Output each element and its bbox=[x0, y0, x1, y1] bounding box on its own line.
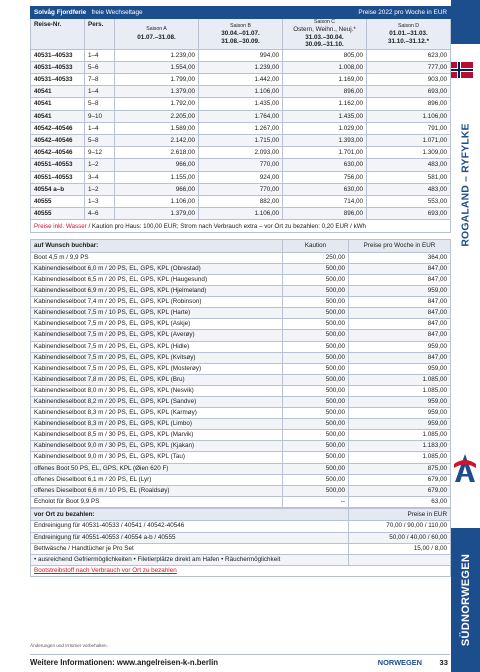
price-row bbox=[31, 110, 451, 122]
price-season-a: 1.155,00 bbox=[115, 171, 199, 183]
extras-deposit: 500,00 bbox=[283, 352, 349, 363]
price-row bbox=[31, 86, 451, 98]
extras-item: Kabinendieselboot 6,9 m / 20 PS, EL, GPS, KPL (Hjelmeland) bbox=[31, 286, 283, 297]
price-season-d: 693,00 bbox=[367, 86, 451, 98]
price-season-d: 791,00 bbox=[367, 122, 451, 134]
page-footer bbox=[30, 654, 450, 668]
extras-deposit: 500,00 bbox=[283, 308, 349, 319]
col-series: Reise-Nr. bbox=[31, 19, 85, 50]
persons: 1–4 bbox=[85, 49, 115, 61]
price-note-row bbox=[31, 220, 451, 233]
price-season-a: 966,00 bbox=[115, 159, 199, 171]
season-dates: 30.04.–01.07. bbox=[221, 30, 260, 38]
extras-row bbox=[31, 252, 451, 263]
onsite-row bbox=[31, 532, 451, 543]
persons: 9–12 bbox=[85, 147, 115, 159]
extras-row bbox=[31, 363, 451, 374]
series-number: 40555 bbox=[31, 208, 85, 220]
price-table-title-row bbox=[31, 7, 451, 19]
extras-row bbox=[31, 330, 451, 341]
persons: 9–10 bbox=[85, 110, 115, 122]
extras-price: 847,00 bbox=[349, 297, 451, 308]
price-season-a: 1.554,00 bbox=[115, 61, 199, 73]
price-season-d: 483,00 bbox=[367, 159, 451, 171]
price-season-b: 1.435,00 bbox=[199, 98, 283, 110]
price-season-d: 553,00 bbox=[367, 195, 451, 207]
price-season-d: 1.309,00 bbox=[367, 147, 451, 159]
onsite-row bbox=[31, 554, 451, 565]
extras-deposit: 500,00 bbox=[283, 274, 349, 285]
extras-row bbox=[31, 485, 451, 496]
series-number: 40531–40533 bbox=[31, 74, 85, 86]
price-row bbox=[31, 208, 451, 220]
extras-item: Kabinendieselboot 6,5 m / 20 PS, EL, GPS, KPL (Haugesund) bbox=[31, 274, 283, 285]
price-season-c: 805,00 bbox=[283, 49, 367, 61]
price-season-c: 1.169,00 bbox=[283, 74, 367, 86]
extras-item: Kabinendieselboot 8,0 m / 30 PS, EL, GPS, KPL (Nesvik) bbox=[31, 385, 283, 396]
disclaimer: Änderungen und Irrtümer vorbehalten. bbox=[30, 643, 108, 648]
price-season-a: 1.792,00 bbox=[115, 98, 199, 110]
price-season-c: 1.029,00 bbox=[283, 122, 367, 134]
col-persons: Pers. bbox=[85, 19, 115, 50]
extras-deposit: 500,00 bbox=[283, 408, 349, 419]
onsite-item: Endreinigung für 40531-40533 / 40541 / 40542-40546 bbox=[31, 521, 349, 532]
brand-logo-icon bbox=[452, 452, 478, 486]
persons: 3–4 bbox=[85, 171, 115, 183]
sidebar-area-band bbox=[451, 528, 480, 672]
onsite-col-price: Preise in EUR bbox=[349, 508, 451, 521]
extras-price: 847,00 bbox=[349, 263, 451, 274]
season-dates: 31.03.–30.04. bbox=[305, 33, 344, 41]
price-season-c: 896,00 bbox=[283, 86, 367, 98]
series-number: 40555 bbox=[31, 195, 85, 207]
col-season-b bbox=[199, 19, 283, 50]
persons: 1–4 bbox=[85, 122, 115, 134]
price-row bbox=[31, 195, 451, 207]
price-season-b: 2.093,00 bbox=[199, 147, 283, 159]
price-season-c: 1.008,00 bbox=[283, 61, 367, 73]
price-season-c: 630,00 bbox=[283, 183, 367, 195]
extras-item: Kabinendieselboot 7,5 m / 20 PS, EL, GPS, KPL (Hidle) bbox=[31, 341, 283, 352]
price-row bbox=[31, 134, 451, 146]
extras-item: Kabinendieselboot 6,0 m / 20 PS, EL, GPS, KPL (Obrestad) bbox=[31, 263, 283, 274]
extras-row bbox=[31, 452, 451, 463]
extras-row bbox=[31, 341, 451, 352]
extras-row bbox=[31, 408, 451, 419]
onsite-table bbox=[30, 508, 451, 577]
extras-price: 959,00 bbox=[349, 286, 451, 297]
onsite-price: 70,00 / 90,00 / 110,00 bbox=[349, 521, 451, 532]
extras-price: 875,00 bbox=[349, 463, 451, 474]
persons: 1–2 bbox=[85, 159, 115, 171]
extras-deposit: 500,00 bbox=[283, 286, 349, 297]
area-text: SÜDNORWEGEN bbox=[459, 553, 472, 647]
extras-price: 1.183,00 bbox=[349, 441, 451, 452]
norway-flag-icon bbox=[451, 62, 473, 78]
price-row bbox=[31, 147, 451, 159]
extras-row bbox=[31, 374, 451, 385]
extras-price: 959,00 bbox=[349, 341, 451, 352]
extras-row bbox=[31, 463, 451, 474]
extras-deposit: 500,00 bbox=[283, 441, 349, 452]
price-row bbox=[31, 74, 451, 86]
extras-item: Boot 4,5 m / 9,9 PS bbox=[31, 252, 283, 263]
price-season-b: 1.106,00 bbox=[199, 86, 283, 98]
season-name: Saison C bbox=[314, 19, 336, 25]
content bbox=[30, 6, 450, 577]
col-season-c bbox=[283, 19, 367, 50]
extras-price: 364,00 bbox=[349, 252, 451, 263]
extras-item: Kabinendieselboot 7,5 m / 20 PS, EL, GPS, KPL (Askje) bbox=[31, 319, 283, 330]
persons: 5–8 bbox=[85, 98, 115, 110]
series-number: 40551–40553 bbox=[31, 159, 85, 171]
season-dates: 01.01.–31.03. bbox=[389, 30, 428, 38]
extras-price: 847,00 bbox=[349, 330, 451, 341]
price-season-d: 693,00 bbox=[367, 208, 451, 220]
col-deposit: Kaution bbox=[283, 240, 349, 253]
price-row bbox=[31, 98, 451, 110]
extras-row bbox=[31, 352, 451, 363]
extras-deposit: -- bbox=[283, 496, 349, 507]
persons: 5–6 bbox=[85, 61, 115, 73]
price-season-a: 1.106,00 bbox=[115, 195, 199, 207]
extras-deposit: 500,00 bbox=[283, 263, 349, 274]
extras-deposit: 500,00 bbox=[283, 374, 349, 385]
extras-heading: auf Wunsch buchbar: bbox=[31, 240, 283, 253]
price-season-d: 777,00 bbox=[367, 61, 451, 73]
extras-item: Kabinendieselboot 7,5 m / 20 PS, EL, GPS, KPL (Kvitsøy) bbox=[31, 352, 283, 363]
price-season-b: 1.715,00 bbox=[199, 134, 283, 146]
price-note-highlight: Preise inkl. Wasser bbox=[34, 222, 87, 230]
col-price: Preise pro Woche in EUR bbox=[349, 240, 451, 253]
price-note-text: / Kaution pro Haus: 100,00 EUR; Strom nach Verbrauch extra – vor Ort zu bezahlen: 0,20 EUR / kWh bbox=[86, 222, 366, 230]
extras-row bbox=[31, 496, 451, 507]
price-season-c: 896,00 bbox=[283, 208, 367, 220]
price-caption: Preise 2022 pro Woche in EUR bbox=[199, 7, 451, 19]
price-season-c: 1.701,00 bbox=[283, 147, 367, 159]
price-season-b: 1.267,00 bbox=[199, 122, 283, 134]
region-text: ROGALAND – RYFYLKE bbox=[460, 123, 471, 247]
price-season-a: 1.589,00 bbox=[115, 122, 199, 134]
season-dates: 30.09.–31.10. bbox=[305, 41, 344, 49]
onsite-price bbox=[349, 554, 451, 565]
onsite-item: Bettwäsche / Handtücher je Pro Set bbox=[31, 543, 349, 554]
price-season-b: 882,00 bbox=[199, 195, 283, 207]
extras-deposit: 500,00 bbox=[283, 474, 349, 485]
price-season-a: 966,00 bbox=[115, 183, 199, 195]
season-dates: 01.07.–31.08. bbox=[137, 33, 176, 41]
series-number: 40541 bbox=[31, 86, 85, 98]
extras-price: 1.085,00 bbox=[349, 374, 451, 385]
price-season-a: 2.205,00 bbox=[115, 110, 199, 122]
extras-row bbox=[31, 286, 451, 297]
price-season-b: 1.764,00 bbox=[199, 110, 283, 122]
onsite-row bbox=[31, 521, 451, 532]
extras-price: 959,00 bbox=[349, 419, 451, 430]
price-season-b: 1.239,00 bbox=[199, 61, 283, 73]
extras-item: Kabinendieselboot 7,4 m / 20 PS, EL, GPS, KPL (Robinson) bbox=[31, 297, 283, 308]
extras-price: 1.085,00 bbox=[349, 452, 451, 463]
extras-deposit: 250,00 bbox=[283, 252, 349, 263]
season-dates: 31.08.–30.09. bbox=[221, 37, 260, 45]
sidebar-top-band bbox=[451, 0, 480, 44]
fuel-note: Bootstreibstoff nach Verbrauch vor Ort zu bezahlen bbox=[31, 565, 451, 576]
extras-row bbox=[31, 297, 451, 308]
price-season-c: 1.162,00 bbox=[283, 98, 367, 110]
extras-row bbox=[31, 319, 451, 330]
extras-deposit: 500,00 bbox=[283, 297, 349, 308]
price-season-a: 1.379,00 bbox=[115, 208, 199, 220]
price-row bbox=[31, 183, 451, 195]
footer-country: NORWEGEN bbox=[377, 658, 422, 667]
extras-row bbox=[31, 308, 451, 319]
extras-deposit: 500,00 bbox=[283, 341, 349, 352]
extras-price: 959,00 bbox=[349, 363, 451, 374]
season-dates: Ostern, Weihn., Neuj.* bbox=[293, 26, 356, 34]
extras-item: offenes Boot 50 PS, EL, GPS, KPL (Øien 620 F) bbox=[31, 463, 283, 474]
price-table-header bbox=[31, 19, 451, 50]
price-season-c: 630,00 bbox=[283, 159, 367, 171]
extras-price: 847,00 bbox=[349, 274, 451, 285]
price-season-d: 903,00 bbox=[367, 74, 451, 86]
season-name: Saison D bbox=[398, 22, 420, 29]
persons: 1–3 bbox=[85, 195, 115, 207]
persons: 7–8 bbox=[85, 74, 115, 86]
price-season-c: 714,00 bbox=[283, 195, 367, 207]
extras-price: 679,00 bbox=[349, 474, 451, 485]
extras-item: Kabinendieselboot 8,3 m / 20 PS, EL, GPS, KPL (Limbo) bbox=[31, 419, 283, 430]
series-number: 40551–40553 bbox=[31, 171, 85, 183]
extras-deposit: 500,00 bbox=[283, 430, 349, 441]
col-season-a bbox=[115, 19, 199, 50]
extras-price: 679,00 bbox=[349, 485, 451, 496]
price-season-c: 756,00 bbox=[283, 171, 367, 183]
price-season-b: 1.106,00 bbox=[199, 208, 283, 220]
price-season-d: 581,00 bbox=[367, 171, 451, 183]
extras-item: Kabinendieselboot 8,5 m / 30 PS, EL, GPS, KPL (Marvik) bbox=[31, 430, 283, 441]
price-season-c: 1.393,00 bbox=[283, 134, 367, 146]
price-season-b: 770,00 bbox=[199, 183, 283, 195]
extras-row bbox=[31, 441, 451, 452]
price-season-d: 1.071,00 bbox=[367, 134, 451, 146]
price-season-b: 994,00 bbox=[199, 49, 283, 61]
series-number: 40542–40546 bbox=[31, 134, 85, 146]
extras-price: 847,00 bbox=[349, 352, 451, 363]
extras-price: 1.085,00 bbox=[349, 385, 451, 396]
price-row bbox=[31, 49, 451, 61]
extras-price: 847,00 bbox=[349, 308, 451, 319]
extras-item: Kabinendieselboot 7,5 m / 10 PS, EL, GPS, KPL (Harte) bbox=[31, 308, 283, 319]
extras-deposit: 500,00 bbox=[283, 363, 349, 374]
series-number: 40531–40533 bbox=[31, 49, 85, 61]
persons: 1–2 bbox=[85, 183, 115, 195]
extras-price: 63,00 bbox=[349, 496, 451, 507]
extras-item: Kabinendieselboot 8,2 m / 20 PS, EL, GPS, KPL (Sandve) bbox=[31, 396, 283, 407]
series-number: 40554 a–b bbox=[31, 183, 85, 195]
changeover-days: freie Wechseltage bbox=[91, 9, 143, 16]
extras-item: Kabinendieselboot 7,5 m / 20 PS, EL, GPS, KPL (Averøy) bbox=[31, 330, 283, 341]
extras-deposit: 500,00 bbox=[283, 319, 349, 330]
price-season-a: 2.142,00 bbox=[115, 134, 199, 146]
extras-item: Kabinendieselboot 7,5 m / 20 PS, EL, GPS, KPL (Mosterøy) bbox=[31, 363, 283, 374]
extras-row bbox=[31, 430, 451, 441]
onsite-heading: vor Ort zu bezahlen: bbox=[31, 508, 349, 521]
series-number: 40542–40546 bbox=[31, 122, 85, 134]
extras-deposit: 500,00 bbox=[283, 452, 349, 463]
onsite-item: • ausreichend Gefriermöglichkeiten • Filetierplätze direkt am Hafen • Räuchermöglichkeit bbox=[31, 554, 349, 565]
more-info-link[interactable]: Weitere Informationen: www.angelreisen-k-n.berlin bbox=[30, 658, 219, 667]
extras-deposit: 500,00 bbox=[283, 396, 349, 407]
series-number: 40541 bbox=[31, 110, 85, 122]
price-season-d: 1.106,00 bbox=[367, 110, 451, 122]
extras-item: offenes Dieselboot 6,1 m / 20 PS, EL (Lyr) bbox=[31, 474, 283, 485]
price-season-d: 896,00 bbox=[367, 98, 451, 110]
extras-price: 1.085,00 bbox=[349, 430, 451, 441]
extras-header bbox=[31, 240, 451, 253]
persons: 1–4 bbox=[85, 86, 115, 98]
extras-deposit: 500,00 bbox=[283, 330, 349, 341]
page-number: 33 bbox=[439, 658, 448, 667]
series-number: 40541 bbox=[31, 98, 85, 110]
price-row bbox=[31, 61, 451, 73]
price-table bbox=[30, 6, 451, 233]
extras-price: 959,00 bbox=[349, 408, 451, 419]
fuel-note-row bbox=[31, 565, 451, 576]
series-number: 40542–40546 bbox=[31, 147, 85, 159]
season-dates: 31.10.–31.12.* bbox=[388, 37, 430, 45]
extras-price: 959,00 bbox=[349, 396, 451, 407]
price-season-c: 1.435,00 bbox=[283, 110, 367, 122]
extras-table bbox=[30, 239, 451, 508]
price-season-a: 1.239,00 bbox=[115, 49, 199, 61]
price-row bbox=[31, 122, 451, 134]
extras-item: Kabinendieselboot 9,0 m / 30 PS, EL, GPS, KPL (Tau) bbox=[31, 452, 283, 463]
price-season-d: 623,00 bbox=[367, 49, 451, 61]
object-name: Solvåg Fjordferie bbox=[34, 9, 87, 16]
extras-row bbox=[31, 419, 451, 430]
persons: 4–6 bbox=[85, 208, 115, 220]
price-row bbox=[31, 171, 451, 183]
price-season-b: 770,00 bbox=[199, 159, 283, 171]
onsite-price: 15,00 / 8,00 bbox=[349, 543, 451, 554]
extras-item: Kabinendieselboot 8,3 m / 20 PS, EL, GPS, KPL (Karmøy) bbox=[31, 408, 283, 419]
col-season-d bbox=[367, 19, 451, 50]
extras-row bbox=[31, 263, 451, 274]
season-name: Saison A bbox=[146, 26, 167, 33]
extras-row bbox=[31, 396, 451, 407]
price-season-a: 2.618,00 bbox=[115, 147, 199, 159]
season-name: Saison B bbox=[230, 22, 251, 29]
onsite-item: Endreinigung für 40551-40553 / 40554 a-b / 40555 bbox=[31, 532, 349, 543]
extras-deposit: 500,00 bbox=[283, 385, 349, 396]
extras-item: Kabinendieselboot 7,8 m / 20 PS, EL, GPS, KPL (Bru) bbox=[31, 374, 283, 385]
extras-price: 847,00 bbox=[349, 319, 451, 330]
price-row bbox=[31, 159, 451, 171]
onsite-row bbox=[31, 543, 451, 554]
extras-row bbox=[31, 274, 451, 285]
price-season-d: 483,00 bbox=[367, 183, 451, 195]
extras-row bbox=[31, 474, 451, 485]
price-season-b: 924,00 bbox=[199, 171, 283, 183]
price-season-b: 1.442,00 bbox=[199, 74, 283, 86]
extras-item: Kabinendieselboot 9,0 m / 30 PS, EL, GPS, KPL (Kjakan) bbox=[31, 441, 283, 452]
extras-item: Echolot für Boot 9,9 PS bbox=[31, 496, 283, 507]
extras-row bbox=[31, 385, 451, 396]
price-season-a: 1.379,00 bbox=[115, 86, 199, 98]
onsite-price: 50,00 / 40,00 / 60,00 bbox=[349, 532, 451, 543]
extras-deposit: 500,00 bbox=[283, 485, 349, 496]
price-season-a: 1.799,00 bbox=[115, 74, 199, 86]
series-number: 40531–40533 bbox=[31, 61, 85, 73]
onsite-header bbox=[31, 508, 451, 521]
extras-item: offenes Dieselboot 6,6 m / 10 PS, EL (Roaldsøy) bbox=[31, 485, 283, 496]
persons: 5–8 bbox=[85, 134, 115, 146]
region-label bbox=[451, 90, 480, 280]
extras-deposit: 500,00 bbox=[283, 463, 349, 474]
extras-deposit: 500,00 bbox=[283, 419, 349, 430]
price-note bbox=[31, 220, 451, 233]
